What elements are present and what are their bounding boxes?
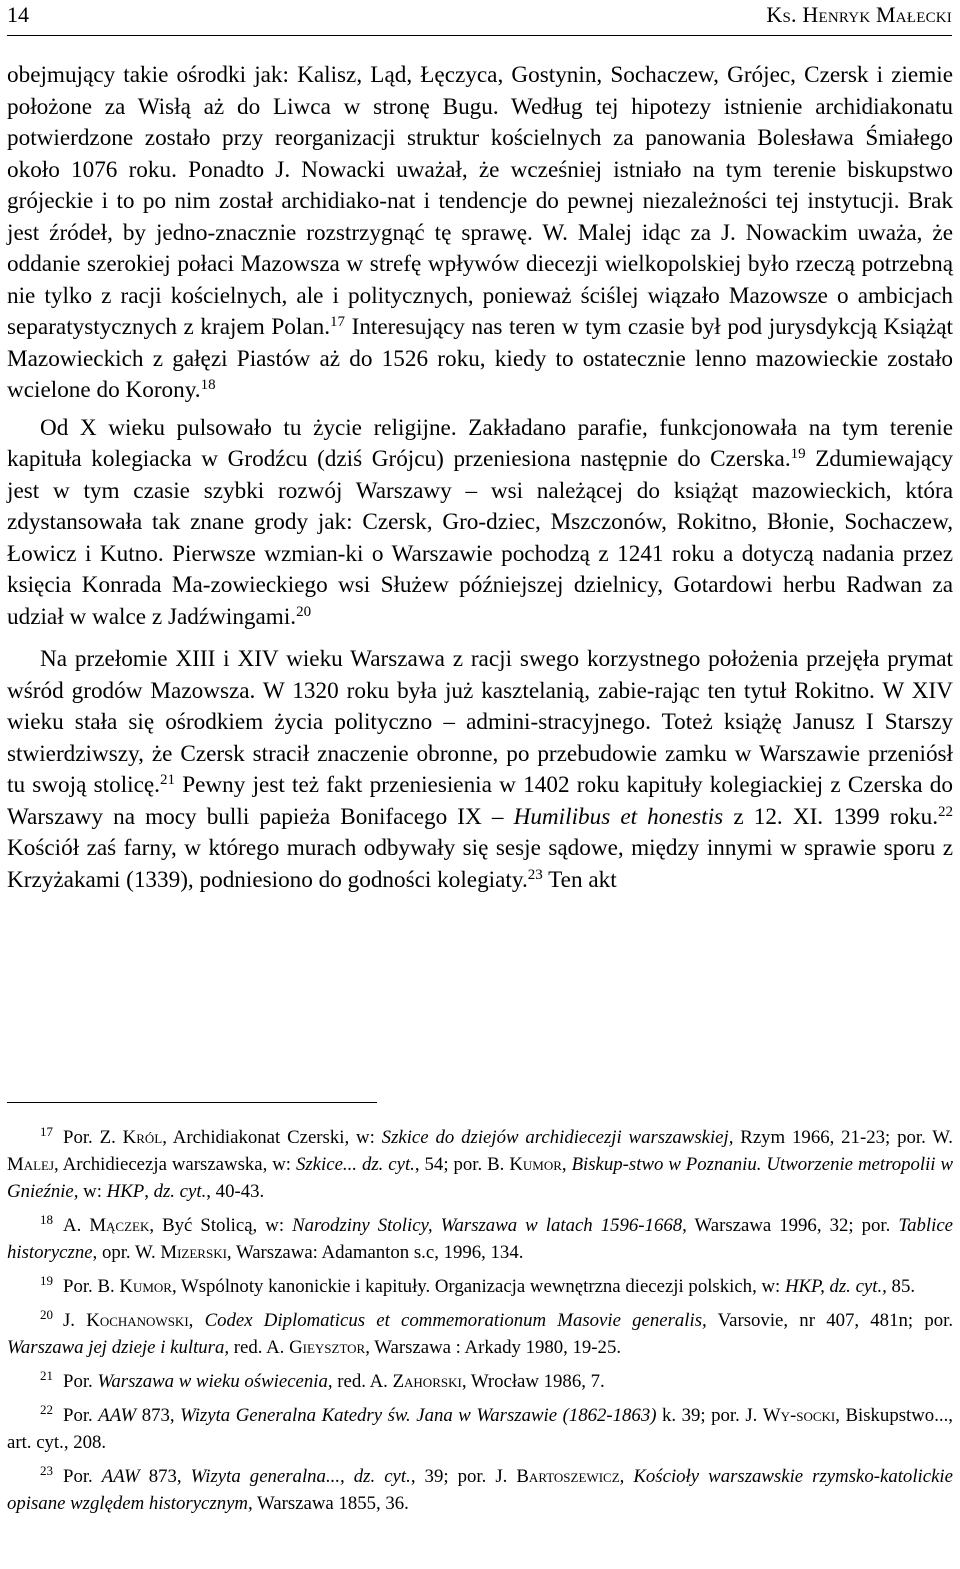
footnote-number: 23 <box>40 1463 53 1478</box>
footnote-ref-22[interactable]: 22 <box>938 803 954 820</box>
footnote-number: 21 <box>40 1368 53 1383</box>
bull-title: Humilibus et honestis <box>513 803 724 830</box>
paragraph-text: Interesujący nas teren w tym czasie był pod jurysdykcją Książąt Mazowieckich z gałęzi Piastów aż do 1526 roku, kiedy to ostatecznie lenno mazowieckie zostało wcielone do Korony. <box>7 314 954 403</box>
paragraph-text: Pewny jest też fakt przeniesienia w 1402 roku kapituły kolegiackiej z Czerska do Warszawy na mocy bulli papieża Bonifacego IX – <box>7 772 953 830</box>
header-rule <box>7 35 952 36</box>
footnote-21: $^{21}$ Por. Warszawa w wieku oświecenia, red. A. Zahorski, Wrocław 1986, 7. <box>40 1368 605 1392</box>
footnote-20: $^{20}$ J. Kochanowski, Codex Diplomaticus et commemorationum Masovie generalis, Varsovie, nr 407, 481n; por. Warszawa jej dzieje i kultura, red. A. Gieysztor, Warszawa : Arkady 1980, 19-25. <box>7 1307 954 1358</box>
footnote-ref-21[interactable]: 21 <box>159 772 175 788</box>
body-text <box>7 60 953 896</box>
paragraph-3 <box>7 644 953 896</box>
paragraph-text: Ten akt <box>542 866 617 893</box>
paragraph-1 <box>7 60 953 407</box>
paragraph-text: obejmujący takie ośrodki jak: Kalisz, Ląd, Łęczyca, Gostynin, Sochaczew, Grójec, Czersk i ziemie położone za Wisłą aż do Liwca w stronę Bugu. Według tej hipotezy istnienie archidiakonatu potwierdzone zostało przy reorganizacji struktur kościelnych za panowania Bolesława Śmiałego około 1076 roku. Ponadto J. Nowacki uważał, że wcześniej istniało na tym terenie biskupstwo grójeckie i to po nim został archidiako-nat i tendencje do pewnej niezależności tej instytucji. Brak jest źródeł, by jedno-znacznie rozstrzygnąć tę sprawę. W. Malej idąc za J. Nowackim uważa, że oddanie szerokiej połaci Mazowsza w strefę wpływów diecezji wielkopolskiej było rzeczą potrzebną nie tylko z racji kościelnych, ale i politycznych, ponieważ ściślej wiązało Mazowsze o ambicjach separatystycznych z krajem Polan. <box>7 62 953 340</box>
footnote-ref-17[interactable]: 17 <box>330 314 346 330</box>
footnote-ref-20[interactable]: 20 <box>296 603 312 620</box>
paragraph-text: Od X wieku pulsowało tu życie religijne. Zakładano parafie, funkcjonowała na tym terenie kapituła kolegiacka w Grodźcu (dziś Grójcu) przeniesiona następnie do Czerska. <box>7 414 953 472</box>
footnote-number: 19 <box>40 1273 53 1288</box>
footnote-19: $^{19}$ Por. B. Kumor, Wspólnoty kanonickie i kapituły. Organizacja wewnętrzna diecezji polskich, w: HKP, dz. cyt., 85. <box>40 1273 916 1297</box>
footnote-number: 18 <box>40 1212 53 1227</box>
page-header <box>7 0 952 38</box>
footnote-number: 17 <box>40 1124 53 1139</box>
footnote-number: 20 <box>40 1307 53 1322</box>
footnote-22: $^{22}$ Por. AAW 873, Wizyta Generalna Katedry św. Jana w Warszawie (1862-1863) k. 39; por. J. Wy-socki, Biskupstwo..., art. cyt., 208. <box>7 1402 953 1453</box>
footnote-ref-18[interactable]: 18 <box>200 377 216 393</box>
page-number: 14 <box>7 2 29 27</box>
footnote-number: 22 <box>40 1402 53 1417</box>
footnote-ref-23[interactable]: 23 <box>527 866 543 883</box>
paragraph-text: Na przełomie XIII i XIV wieku Warszawa z racji swego korzystnego położenia przejęła prymat wśród grodów Mazowsza. W 1320 roku była już kasztelanią, zabie-rając ten tytuł Rokitno. W XIV wieku stała się ośrodkiem życia polityczno – admini-stracyjnego. Toteż książę Janusz I Starszy stwierdziwszy, że Czersk stracił znaczenie obronne, po przebudowie zamku w Warszawie przeniósł tu swoją stolicę. <box>7 646 953 798</box>
paragraph-text: z 12. XI. 1399 roku. <box>723 803 939 830</box>
footnote-17: $^{17}$ Por. Z. Król, Archidiakonat Czerski, w: Szkice do dziejów archidiecezji warszawskiej, Rzym 1966, 21-23; por. W. Malej, Archidiecezja warszawska, w: Szkice... dz. cyt., 54; por. B. Kumor, Biskup-stwo w Poznaniu. Utworzenie metropolii w Gnieźnie, w: HKP, dz. cyt., 40-43. <box>7 1124 953 1202</box>
paragraph-2 <box>7 413 953 634</box>
footnote-23: $^{23}$ Por. AAW 873, Wizyta generalna..., dz. cyt., 39; por. J. Bartoszewicz, Kościoły warszawskie rzymsko-katolickie opisane względem historycznym, Warszawa 1855, 36. <box>7 1463 953 1514</box>
running-head: Ks. Henryk Małecki <box>766 2 952 27</box>
footnotes <box>7 1124 953 1524</box>
paragraph-text: Kościół zaś farny, w którego murach odbywały się sesje sądowe, między innymi w sprawie sporu z Krzyżakami (1339), podniesiono do godności kolegiaty. <box>7 835 953 893</box>
footnote-separator <box>7 1102 377 1103</box>
footnote-18: $^{18}$ A. Mączek, Być Stolicą, w: Narodziny Stolicy, Warszawa w latach 1596-1668, Warszawa 1996, 32; por. Tablice historyczne, opr. W. Mizerski, Warszawa: Adamanton s.c, 1996, 134. <box>7 1212 953 1263</box>
footnote-ref-19[interactable]: 19 <box>790 446 806 462</box>
paragraph-text: Zdumiewający jest w tym czasie szybki rozwój Warszawy – wsi należącej do książąt mazowieckich, która zdystansowała tak znane grody jak: Czersk, Gro-dziec, Mszczonów, Rokitno, Błonie, Sochaczew, Łowicz i Kutno. Pierwsze wzmian-ki o Warszawie pochodzą z 1241 roku a dotyczą nadania przez księcia Konrada Ma-zowieckiego wsi Służew późniejszej dzielnicy, Gotardowi herbu Radwan za udział w walce z Jadźwingami. <box>7 446 953 630</box>
